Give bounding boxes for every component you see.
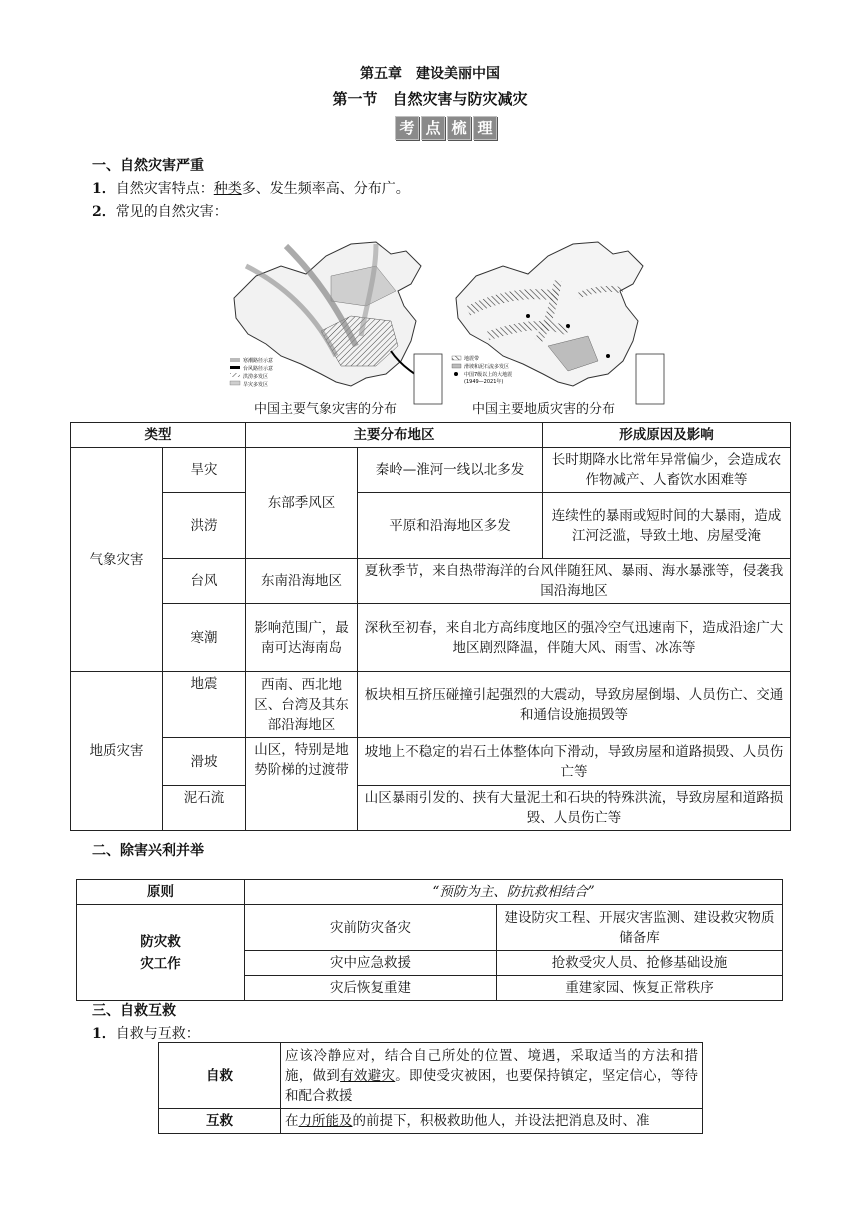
table-row: [71, 786, 791, 831]
region-cell: 西南、西北地区、台湾及其东部沿海地区: [246, 672, 358, 738]
disaster-name: 地震: [163, 672, 246, 738]
action-cell: 抢救受灾人员、抢修基础设施: [497, 951, 783, 976]
prevention-table: [76, 879, 783, 1001]
legend-item: (1949—2021年): [464, 379, 504, 385]
part1-heading: 一、自然灾害严重: [92, 158, 204, 174]
rescue-table: [158, 1042, 703, 1134]
action-cell: 重建家园、恢复正常秩序: [497, 976, 783, 1001]
item-number: 1．: [92, 1026, 116, 1042]
table-row: [77, 905, 783, 951]
disaster-name: 旱灾: [163, 448, 246, 493]
region-cell: 平原和沿海地区多发: [358, 493, 543, 559]
stage-cell: 灾中应急救援: [245, 951, 497, 976]
table-row: [77, 880, 783, 905]
chapter-title: 第五章 建设美丽中国: [360, 66, 500, 82]
column-header: 形成原因及影响: [543, 423, 791, 448]
legend-item: 旱灾多发区: [243, 382, 269, 388]
region-cell: 东部季风区: [246, 448, 358, 559]
right-map-caption: 中国主要地质灾害的分布: [472, 402, 616, 417]
table-row: [71, 559, 791, 604]
key-points-badge: [395, 116, 497, 140]
cause-cell: 板块相互挤压碰撞引起强烈的大震动，导致房屋倒塌、人员伤亡、交通和通信设施损毁等: [358, 672, 791, 738]
table-header-row: [71, 423, 791, 448]
item-label: 常见的自然灾害：: [115, 204, 228, 220]
item-label: 自然灾害特点：: [115, 181, 214, 197]
disaster-table: [70, 422, 791, 831]
work-label: 防灾救灾工作: [77, 905, 245, 1001]
section-title: 第一节 自然灾害与防灾减灾: [332, 90, 528, 108]
cause-cell: 山区暴雨引发的、挟有大量泥土和石块的特殊洪流，导致房屋和道路损毁、人员伤亡等: [358, 786, 791, 831]
disaster-name: 滑坡: [163, 738, 246, 786]
table-row: [71, 448, 791, 493]
key-term: 种类: [213, 181, 242, 197]
legend-item: 寒潮路径示意: [243, 358, 274, 364]
disaster-name: 洪涝: [163, 493, 246, 559]
table-row: [71, 604, 791, 672]
table-row: [71, 493, 791, 559]
cause-cell: 深秋至初春，来自北方高纬度地区的强冷空气迅速南下，造成沿途广大地区剧烈降温，伴随大风、雨雪、冰冻等: [358, 604, 791, 672]
part3-item1: [92, 1023, 200, 1043]
badge-char: 考: [395, 116, 419, 140]
cause-cell: 坡地上不稳定的岩石土体整体向下滑动，导致房屋和道路损毁、人员伤亡等: [358, 738, 791, 786]
rescue-label: 自救: [159, 1043, 281, 1109]
action-cell: 建设防灾工程、开展灾害监测、建设救灾物质储备库: [497, 905, 783, 951]
item-number: 2．: [92, 204, 116, 220]
part3-heading: 三、自救互救: [92, 1003, 176, 1019]
column-header: 类型: [71, 423, 246, 448]
badge-char: 梳: [447, 116, 471, 140]
disaster-name: 泥石流: [163, 786, 246, 831]
table-row: [71, 738, 791, 786]
stage-cell: 灾后恢复重建: [245, 976, 497, 1001]
region-cell: 影响范围广，最南可达海南岛: [246, 604, 358, 672]
region-cell: 东南沿海地区: [246, 559, 358, 604]
rescue-text: 在力所能及的前提下，积极救助他人，并设法把消息及时、准: [281, 1109, 703, 1134]
cause-cell: 长时期降水比常年异常偏少，会造成农作物减产、人畜饮水困难等: [543, 448, 791, 493]
legend-item: 台风路径示意: [243, 366, 274, 372]
part1-item1: [92, 178, 410, 198]
disaster-name: 寒潮: [163, 604, 246, 672]
category-cell: 气象灾害: [71, 448, 163, 672]
legend-item: 中国7级以上的大地震: [464, 372, 513, 378]
item-label: 自救与互救：: [115, 1026, 200, 1042]
cause-cell: 夏秋季节，来自热带海洋的台风伴随狂风、暴雨、海水暴涨等，侵袭我国沿海地区: [358, 559, 791, 604]
legend-item: 滑坡和泥石流多发区: [464, 364, 510, 370]
badge-char: 点: [421, 116, 445, 140]
table-row: [159, 1109, 703, 1134]
item-text: 多、发生频率高、分布广。: [241, 181, 410, 197]
rescue-label: 互救: [159, 1109, 281, 1134]
geological-disaster-map: [448, 236, 668, 408]
cause-cell: 连续性的暴雨或短时间的大暴雨，造成江河泛滥，导致土地、房屋受淹: [543, 493, 791, 559]
rescue-text: 应该冷静应对，结合自己所处的位置、境遇，采取适当的方法和措施，做到有效避灾。即使受灾被困，也要保持镇定，坚定信心，等待和配合救援: [281, 1043, 703, 1109]
legend-item: 地震带: [464, 356, 480, 362]
badge-char: 理: [473, 116, 497, 140]
part1-item2: [92, 201, 228, 221]
principle-value: “预防为主、防抗救相结合”: [245, 880, 783, 905]
disaster-name: 台风: [163, 559, 246, 604]
item-number: 1．: [92, 181, 116, 197]
region-cell: 秦岭—淮河一线以北多发: [358, 448, 543, 493]
left-map-caption: 中国主要气象灾害的分布: [254, 402, 398, 417]
part2-heading: 二、除害兴利并举: [92, 843, 204, 859]
category-cell: 地质灾害: [71, 672, 163, 831]
legend-item: 洪涝多发区: [243, 374, 269, 380]
principle-label: 原则: [77, 880, 245, 905]
weather-disaster-map: [226, 236, 446, 408]
column-header: 主要分布地区: [246, 423, 543, 448]
region-cell: 山区，特别是地势阶梯的过渡带: [246, 738, 358, 831]
table-row: [71, 672, 791, 738]
stage-cell: 灾前防灾备灾: [245, 905, 497, 951]
table-row: [159, 1043, 703, 1109]
